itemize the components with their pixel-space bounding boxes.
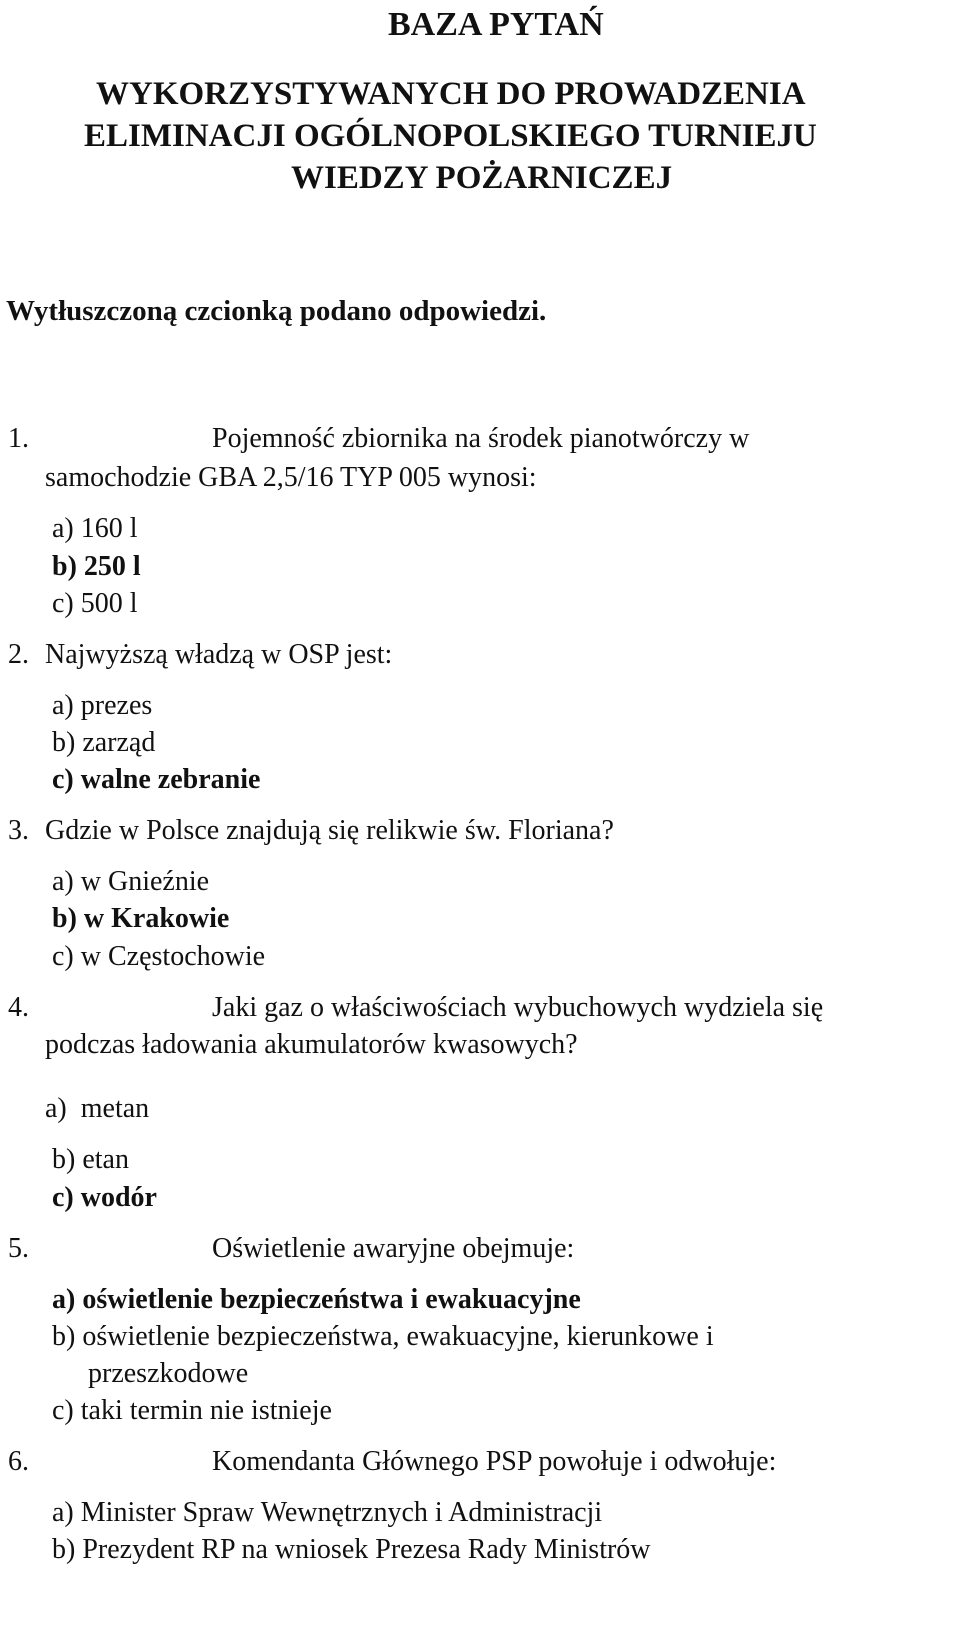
answer-text: Prezydent RP na wniosek Prezesa Rady Ministrów	[82, 1534, 651, 1565]
answer-text: 160 l	[80, 513, 138, 544]
answer-option-correct	[52, 766, 260, 794]
question-number: 4.	[8, 992, 29, 1023]
answer-option	[52, 1146, 129, 1174]
answer-option	[52, 729, 155, 757]
question-text: podczas ładowania akumulatorów kwasowych?	[45, 1029, 578, 1060]
answer-text: oświetlenie bezpieczeństwa i ewakuacyjne	[82, 1284, 581, 1315]
answer-option-correct	[52, 553, 141, 581]
answer-option	[52, 1397, 332, 1425]
answer-label: c)	[52, 764, 74, 795]
answer-label: b)	[52, 727, 76, 758]
answer-label: a)	[52, 690, 74, 721]
question-text: Gdzie w Polsce znajdują się relikwie św. Floriana?	[45, 815, 614, 846]
question-text: Najwyższą władzą w OSP jest:	[45, 639, 393, 670]
answer-option	[52, 590, 138, 618]
document-title: BAZA PYTAŃ	[388, 6, 604, 43]
answer-text: w Krakowie	[83, 903, 230, 934]
answer-label: a)	[45, 1093, 67, 1124]
answer-text: walne zebranie	[80, 764, 261, 795]
question-text: Jaki gaz o właściwościach wybuchowych wydziela się	[212, 992, 824, 1023]
answer-option	[52, 1536, 651, 1564]
answer-option	[52, 943, 265, 971]
answer-text: w Częstochowie	[80, 941, 266, 972]
answer-text: 250 l	[83, 551, 141, 582]
answer-label: c)	[52, 588, 74, 619]
answer-label: b)	[52, 903, 77, 934]
answer-option	[52, 868, 209, 896]
answer-option-correct	[52, 905, 229, 933]
answer-text-continuation: przeszkodowe	[88, 1358, 249, 1389]
answer-label: b)	[52, 551, 77, 582]
answer-option	[45, 1095, 149, 1123]
answer-option	[52, 1499, 602, 1527]
answer-label: a)	[52, 866, 74, 897]
question-text: Komendanta Głównego PSP powołuje i odwołuje:	[212, 1446, 777, 1477]
subtitle-line-1: WYKORZYSTYWANYCH DO PROWADZENIA	[96, 76, 806, 112]
answer-text: 500 l	[80, 588, 138, 619]
answer-note: Wytłuszczoną czcionką podano odpowiedzi.	[6, 295, 547, 327]
answer-option	[52, 692, 152, 720]
answer-option-correct	[52, 1286, 581, 1314]
answer-label: c)	[52, 1395, 74, 1426]
answer-option	[52, 515, 138, 543]
answer-label: a)	[52, 1497, 74, 1528]
answer-label: a)	[52, 513, 74, 544]
answer-text: wodór	[80, 1182, 157, 1213]
answer-label: c)	[52, 1182, 74, 1213]
answer-label: c)	[52, 941, 74, 972]
answer-text: oświetlenie bezpieczeństwa, ewakuacyjne, kierunkowe i	[82, 1321, 714, 1352]
answer-label: b)	[52, 1144, 76, 1175]
answer-text: etan	[82, 1144, 129, 1175]
question-number: 1.	[8, 423, 29, 454]
answer-option-correct	[52, 1184, 157, 1212]
answer-text: w Gnieźnie	[80, 866, 210, 897]
answer-label: a)	[52, 1284, 76, 1315]
question-text: Pojemność zbiornika na środek pianotwórczy w	[212, 423, 750, 454]
answer-label: b)	[52, 1321, 76, 1352]
question-number: 6.	[8, 1446, 29, 1477]
answer-text: Minister Spraw Wewnętrznych i Administracji	[80, 1497, 603, 1528]
answer-label: b)	[52, 1534, 76, 1565]
answer-text: prezes	[80, 690, 153, 721]
subtitle-line-2: ELIMINACJI OGÓLNOPOLSKIEGO TURNIEJU	[84, 118, 817, 154]
answer-text: metan	[80, 1093, 150, 1124]
question-text: Oświetlenie awaryjne obejmuje:	[212, 1233, 575, 1264]
answer-text: zarząd	[82, 727, 156, 758]
question-number: 2.	[8, 639, 29, 670]
question-number: 5.	[8, 1233, 29, 1264]
question-text: samochodzie GBA 2,5/16 TYP 005 wynosi:	[45, 462, 537, 493]
answer-text: taki termin nie istnieje	[80, 1395, 332, 1426]
answer-option	[52, 1323, 714, 1351]
subtitle-line-3: WIEDZY POŻARNICZEJ	[291, 160, 673, 196]
question-number: 3.	[8, 815, 29, 846]
